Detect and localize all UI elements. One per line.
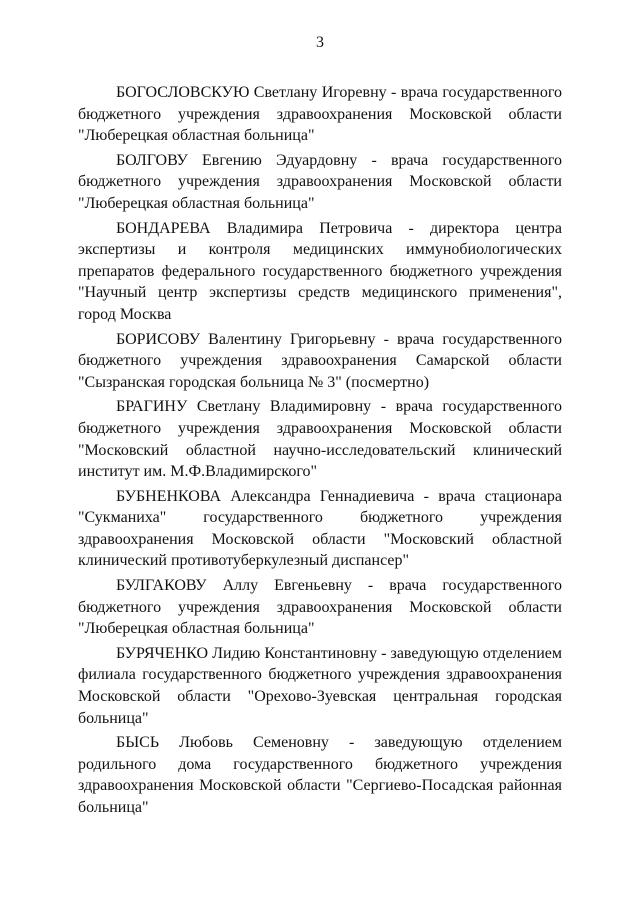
list-entry: БУБНЕНКОВА Александра Геннадиевича - врача стационара "Сукманиха" государственного бюджетного учреждения здравоохранения Московской области "Московский областной клинический противотуберкулезный диспансер"	[78, 487, 562, 570]
page-number: 3	[316, 34, 324, 51]
list-entry: БУРЯЧЕНКО Лидию Константиновну - заведующую отделением филиала государственного бюджетного учреждения здравоохранения Московской области "Орехово-Зуевская центральная городская больница"	[78, 644, 562, 727]
list-entry: БОРИСОВУ Валентину Григорьевну - врача государственного бюджетного учреждения здравоохранения Самарской области "Сызранская городская больница № 3" (посмертно)	[78, 330, 562, 391]
list-entry: БОЛГОВУ Евгению Эдуардовну - врача государственного бюджетного учреждения здравоохранения Московской области "Люберецкая областная больница"	[78, 151, 562, 212]
list-entry: БУЛГАКОВУ Аллу Евгеньевну - врача государственного бюджетного учреждения здравоохранения Московской области "Люберецкая областная больница"	[78, 577, 562, 638]
list-entry: БОГОСЛОВСКУЮ Светлану Игоревну - врача государственного бюджетного учреждения здравоохранения Московской области "Люберецкая областная больница"	[78, 84, 562, 145]
list-entry: БРАГИНУ Светлану Владимировну - врача государственного бюджетного учреждения здравоохранения Московской области "Московский областной научно-исследовательский клинический институт им. М.Ф.Владимирского"	[78, 398, 562, 481]
list-entry: БОНДАРЕВА Владимира Петровича - директора центра экспертизы и контроля медицинских иммунобиологических препаратов федерального государственного бюджетного учреждения "Научный центр экспертизы средств медицинского применения", город Москва	[78, 219, 562, 323]
award-list	[78, 82, 562, 822]
list-entry: БЫСЬ Любовь Семеновну - заведующую отделением родильного дома государственного бюджетного учреждения здравоохранения Московской области "Сергиево-Посадская районная больница"	[78, 734, 562, 816]
